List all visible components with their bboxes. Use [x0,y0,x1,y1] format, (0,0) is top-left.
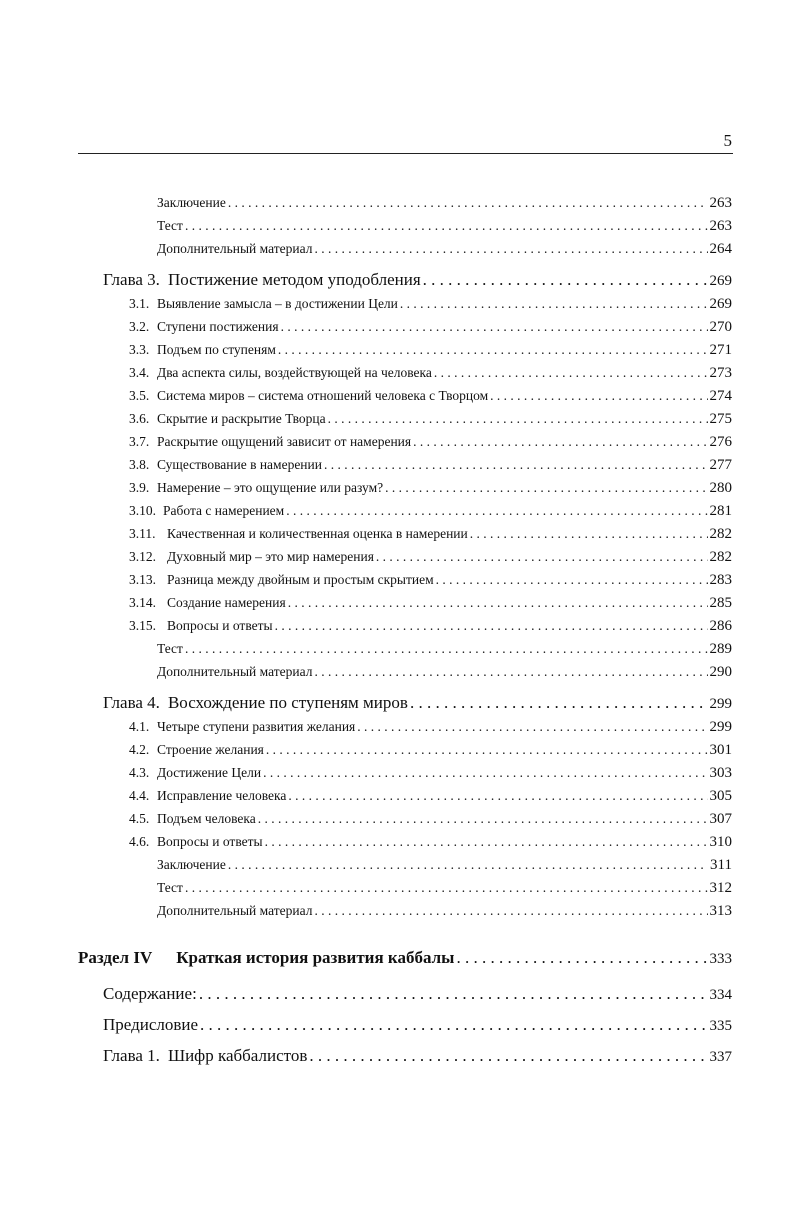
toc-section-number: 4.2. [129,742,150,757]
toc-section-number: 3.3. [129,342,150,357]
toc-leader-dots [281,319,708,335]
toc-entry [157,218,732,235]
toc-section-page: 303 [709,765,732,781]
toc-leader-dots [376,549,708,565]
toc-section-title: Вопросы и ответы [167,618,273,633]
toc-section-title: Подъем человека [157,811,256,826]
toc-section [129,811,732,828]
toc-part-title: Краткая история развития каббалы [176,948,455,967]
toc-section [129,618,732,635]
toc-section-number: 4.6. [129,834,150,849]
toc-leader-dots [263,765,707,781]
toc-entry-title: Тест [157,880,183,895]
toc-leader-dots [258,811,708,827]
toc-section-page: 270 [709,319,732,335]
toc-section-number: 3.11. [129,526,156,541]
toc-leader-dots [309,1046,707,1066]
toc-section-page: 282 [709,549,732,565]
toc-entry-title: Предисловие [103,1015,199,1034]
toc-section-page: 307 [709,811,732,827]
toc-entry-title: Тест [157,641,183,656]
toc-entry-page: 312 [709,880,732,896]
toc-entry [103,984,732,1004]
toc-leader-dots [328,411,708,427]
toc-section-number: 4.5. [129,811,150,826]
toc-chapter-page: 337 [709,1049,732,1065]
toc-chapter-title: Восхождение по ступеням миров [167,693,408,712]
toc-section-page: 305 [709,788,732,804]
toc-leader-dots [199,984,708,1004]
toc-section-page: 281 [709,503,732,519]
toc-section-title: Выявление замысла – в достижении Цели [157,296,398,311]
toc-section-title: Создание намерения [167,595,286,610]
toc-section-page: 274 [709,388,732,404]
toc-section [129,503,732,520]
toc-leader-dots [456,948,707,968]
toc-section-page: 275 [709,411,732,427]
toc-section [129,365,732,382]
toc-entry [103,1015,732,1035]
toc-entry [157,857,732,874]
toc-section [129,765,732,782]
toc-leader-dots [314,664,707,680]
toc-leader-dots [324,457,708,473]
toc-section-number: 3.6. [129,411,150,426]
toc-section-title: Работа с намерением [163,503,285,518]
toc-leader-dots [314,241,707,257]
toc-section-number: 3.15. [129,618,156,633]
toc-leader-dots [436,572,708,588]
toc-section-number: 3.2. [129,319,150,334]
toc-section-title: Четыре ступени развития желания [157,719,356,734]
toc-entry [157,195,732,212]
toc-chapter-title: Шифр каббалистов [167,1046,308,1065]
toc-chapter-page: 269 [709,273,732,289]
toc-section [129,296,732,313]
toc-section-title: Качественная и количественная оценка в намерении [167,526,468,541]
toc-section-title: Два аспекта силы, воздействующей на человека [157,365,432,380]
toc-section-number: 3.1. [129,296,150,311]
toc-leader-dots [185,880,708,896]
toc-leader-dots [400,296,708,312]
toc-section-page: 301 [709,742,732,758]
toc-chapter-page: 299 [709,696,732,712]
toc-leader-dots [357,719,707,735]
toc-section [129,834,732,851]
toc-section-number: 3.5. [129,388,150,403]
toc-section-number: 4.1. [129,719,150,734]
toc-part [78,948,732,968]
toc-entry-page: 334 [709,987,732,1003]
toc-leader-dots [275,618,708,634]
toc-entry-title: Заключение [157,195,226,210]
toc-section-title: Ступени постижения [157,319,279,334]
toc-part-number: Раздел IV [78,948,153,967]
toc-section-page: 285 [709,595,732,611]
toc-chapter [103,1046,732,1066]
toc-section-number: 3.13. [129,572,156,587]
toc-section [129,457,732,474]
toc-section [129,480,732,497]
toc-section-title: Вопросы и ответы [157,834,263,849]
toc-entry-title: Дополнительный материал [157,664,313,679]
toc-chapter-number: Глава 3. [103,270,160,289]
toc-section-number: 4.4. [129,788,150,803]
toc-entry [157,641,732,658]
toc-section [129,319,732,336]
toc-section [129,719,732,736]
toc-leader-dots [200,1015,707,1035]
toc-section-title: Скрытие и раскрытие Творца [157,411,326,426]
toc-section-title: Разница между двойным и простым скрытием [167,572,434,587]
toc-section [129,388,732,405]
toc-section-number: 4.3. [129,765,150,780]
toc-section-page: 276 [709,434,732,450]
toc-entry [157,903,732,920]
toc-leader-dots [410,693,708,713]
toc-leader-dots [228,195,708,211]
toc-entry-title: Тест [157,218,183,233]
toc-section [129,342,732,359]
toc-section-title: Существование в намерении [157,457,322,472]
toc-section-page: 286 [709,618,732,634]
toc-section-page: 271 [709,342,732,358]
toc-section-page: 280 [709,480,732,496]
toc-chapter-number: Глава 4. [103,693,160,712]
toc-entry-page: 289 [709,641,732,657]
toc-leader-dots [288,595,708,611]
toc-section-number: 3.10. [129,503,156,518]
toc-section-number: 3.4. [129,365,150,380]
toc-entry-title: Дополнительный материал [157,241,313,256]
toc-part-page: 333 [709,951,732,967]
toc-leader-dots [265,834,708,850]
toc-section-number: 3.14. [129,595,156,610]
toc-section [129,526,732,543]
header-rule [78,153,733,154]
toc-leader-dots [286,503,707,519]
toc-section [129,572,732,589]
toc-section-number: 3.12. [129,549,156,564]
page-number: 5 [723,131,732,150]
toc-section-page: 277 [709,457,732,473]
toc-leader-dots [185,218,708,234]
toc-leader-dots [228,857,708,873]
toc-chapter-title: Постижение методом уподобления [167,270,421,289]
toc-section-number: 3.7. [129,434,150,449]
toc-section-title: Достижение Цели [157,765,262,780]
toc-section-page: 282 [709,526,732,542]
toc-section [129,411,732,428]
toc-leader-dots [288,788,707,804]
toc-section-title: Строение желания [157,742,264,757]
toc-entry-page: 313 [709,903,732,919]
toc-leader-dots [185,641,708,657]
toc-section-number: 3.9. [129,480,150,495]
toc-chapter-number: Глава 1. [103,1046,160,1065]
toc-chapter [103,693,732,713]
toc-leader-dots [434,365,708,381]
toc-entry [157,664,732,681]
toc-leader-dots [385,480,707,496]
toc-entry [157,880,732,897]
toc-leader-dots [413,434,707,450]
toc-section-title: Намерение – это ощущение или разум? [157,480,384,495]
toc-section [129,742,732,759]
toc-section-page: 283 [709,572,732,588]
toc-section-title: Исправление человека [157,788,287,803]
toc-leader-dots [490,388,707,404]
toc-section-page: 273 [709,365,732,381]
toc-leader-dots [314,903,707,919]
toc-section-page: 269 [709,296,732,312]
toc-section-number: 3.8. [129,457,150,472]
toc-entry-page: 335 [709,1018,732,1034]
toc-entry-page: 263 [709,218,732,234]
toc-section [129,549,732,566]
toc-entry-page: 290 [709,664,732,680]
toc-section-title: Духовный мир – это мир намерения [167,549,374,564]
toc-leader-dots [470,526,708,542]
toc-leader-dots [423,270,708,290]
toc-chapter [103,270,732,290]
toc-leader-dots [266,742,708,758]
toc-entry-page: 263 [709,195,732,211]
toc-section-title: Подъем по ступеням [157,342,276,357]
toc-entry [157,241,732,258]
toc-entry-title: Содержание: [103,984,197,1003]
toc-leader-dots [278,342,708,358]
toc-section [129,595,732,612]
toc-section-title: Раскрытие ощущений зависит от намерения [157,434,412,449]
toc-section [129,788,732,805]
toc-section-page: 299 [709,719,732,735]
toc-entry-page: 311 [710,857,732,873]
toc-entry-title: Дополнительный материал [157,903,313,918]
toc-section-title: Система миров – система отношений человека с Творцом [157,388,489,403]
toc-entry-page: 264 [709,241,732,257]
toc-section-page: 310 [709,834,732,850]
toc-section [129,434,732,451]
toc-entry-title: Заключение [157,857,226,872]
